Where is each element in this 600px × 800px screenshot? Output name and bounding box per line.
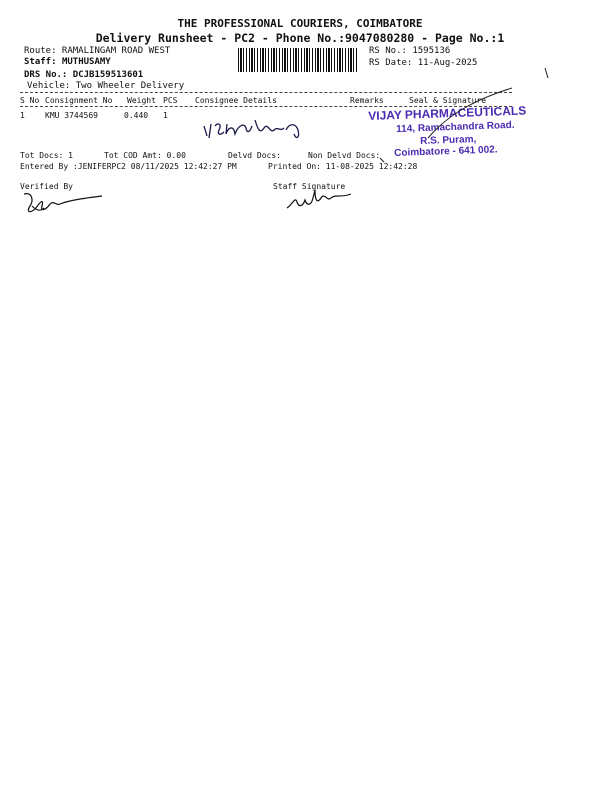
cell-pcs: 1 [163, 111, 168, 120]
header-consignment: Consignment No [45, 96, 113, 105]
drs-number: DRS No.: DCJB159513601 [24, 70, 144, 80]
header-consignee: Consignee Details [195, 96, 277, 105]
rs-date: RS Date: 11-Aug-2025 [369, 58, 478, 68]
non-delivered-docs: Non Delvd Docs: [308, 151, 381, 160]
staff-name: MUTHUSAMY [61, 57, 111, 67]
stamp-line4: Coimbatore - 641 002. [394, 144, 498, 159]
stamp-line1: VIJAY PHARMACEUTICALS [368, 103, 527, 123]
vehicle-text: Vehicle: Two Wheeler Delivery [27, 81, 185, 91]
route-text: Route: RAMALINGAM ROAD WEST [24, 46, 171, 56]
header-sno: S No [20, 96, 40, 105]
staff-row [24, 57, 111, 67]
cell-weight: 0.440 [124, 111, 149, 120]
header-remarks: Remarks [350, 96, 384, 105]
rs-number: RS No.: 1595136 [369, 46, 451, 56]
entered-by: Entered By :JENIFERPC2 08/11/2025 12:42:27 PM [20, 162, 237, 171]
cell-consignment: KMU 3744569 [45, 111, 98, 120]
staff-signature-label: Staff Signature [273, 182, 346, 191]
runsheet-subtitle: Delivery Runsheet - PC2 - Phone No.:9047080280 - Page No.:1 [95, 31, 505, 45]
consignee-signature [200, 112, 310, 142]
barcode [238, 48, 358, 72]
printed-on: Printed On: 11-08-2025 12:42:28 [268, 162, 418, 171]
verifier-signature [20, 188, 110, 218]
header-pcs: PCS [163, 96, 178, 105]
header-seal: Seal & Signature [409, 96, 487, 105]
delivered-docs: Delvd Docs: [228, 151, 281, 160]
stamp-line3: R.S. Puram, [420, 134, 477, 147]
total-docs: Tot Docs: 1 [20, 151, 73, 160]
seal-signature-stroke [360, 62, 560, 172]
staff-signature [285, 186, 365, 214]
verified-by-label: Verified By [20, 182, 73, 191]
header-weight: Weight [127, 96, 156, 105]
total-cod: Tot COD Amt: 0.00 [104, 151, 186, 160]
cell-sno: 1 [20, 111, 25, 120]
staff-label: Staff: [24, 57, 57, 67]
stamp-line2: 114, Ramachandra Road. [396, 119, 515, 135]
company-title: THE PROFESSIONAL COURIERS, COIMBATORE [177, 17, 423, 30]
